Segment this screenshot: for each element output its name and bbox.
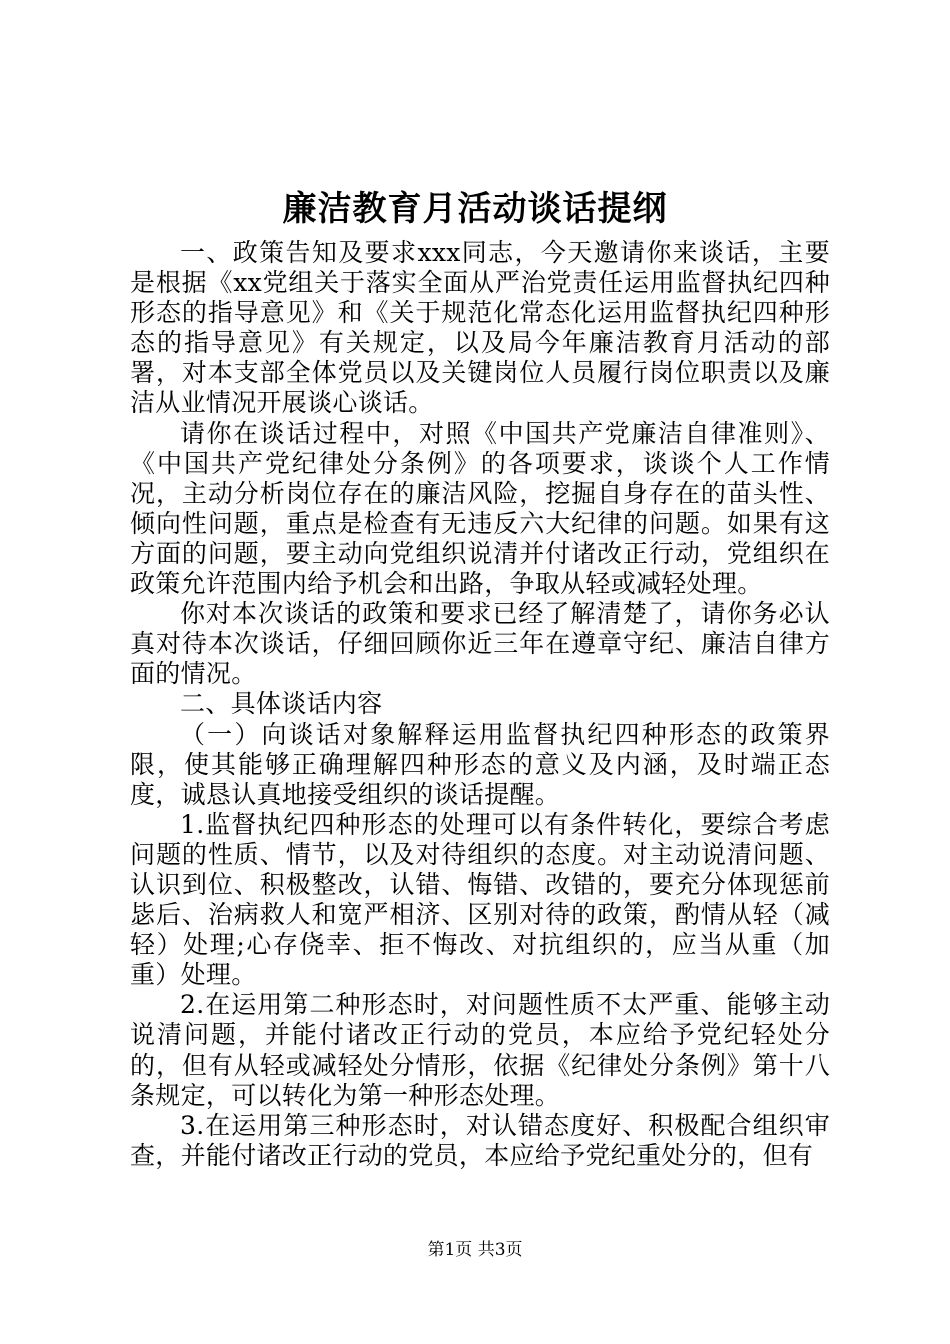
document-body — [130, 238, 830, 1171]
paragraph-confirmation: 你对本次谈话的政策和要求已经了解清楚了，请你务必认真对待本次谈话，仔细回顾你近三年在遵章守纪、廉洁自律方面的情况。 — [130, 599, 830, 689]
list-item-3: 3.在运用第三种形态时，对认错态度好、积极配合组织审查，并能付诸改正行动的党员，本应给予党纪重处分的，但有 — [130, 1110, 830, 1170]
paragraph-policy-notice: 一、政策告知及要求xxx同志，今天邀请你来谈话，主要是根据《xx党组关于落实全面从严治党责任运用监督执纪四种形态的指导意见》和《关于规范化常态化运用监督执纪四种形态的指导意见》有关规定，以及局今年廉洁教育月活动的部署，对本支部全体党员以及关键岗位人员履行岗位职责以及廉洁从业情况开展谈心谈话。 — [130, 238, 830, 418]
paragraph-request: 请你在谈话过程中，对照《中国共产党廉洁自律准则》、《中国共产党纪律处分条例》的各项要求，谈谈个人工作情况，主动分析岗位存在的廉洁风险，挖掘自身存在的苗头性、倾向性问题，重点是检查有无违反六大纪律的问题。如果有这方面的问题，要主动向党组织说清并付诸改正行动，党组织在政策允许范围内给予机会和出路，争取从轻或减轻处理。 — [130, 418, 830, 599]
page-footer: 第1页 共3页 — [427, 1240, 523, 1260]
paragraph-subsection-1: （一）向谈话对象解释运用监督执纪四种形态的政策界限，使其能够正确理解四种形态的意义及内涵，及时端正态度，诚恳认真地接受组织的谈话提醒。 — [130, 719, 830, 809]
section-heading-content: 二、具体谈话内容 — [180, 689, 383, 719]
document-title: 廉洁教育月活动谈话提纲 — [282, 189, 668, 229]
list-item-2: 2.在运用第二种形态时，对问题性质不太严重、能够主动说清问题，并能付诸改正行动的党员，本应给予党纪轻处分的，但有从轻或减轻处分情形，依据《纪律处分条例》第十八条规定，可以转化为第一种形态处理。 — [130, 990, 830, 1110]
list-item-1: 1.监督执纪四种形态的处理可以有条件转化，要综合考虑问题的性质、情节，以及对待组织的态度。对主动说清问题、认识到位、积极整改，认错、悔错、改错的，要充分体现惩前毖后、治病救人和宽严相济、区别对待的政策，酌情从轻（减轻）处理;心存侥幸、拒不悔改、对抗组织的，应当从重（加重）处理。 — [130, 809, 830, 990]
